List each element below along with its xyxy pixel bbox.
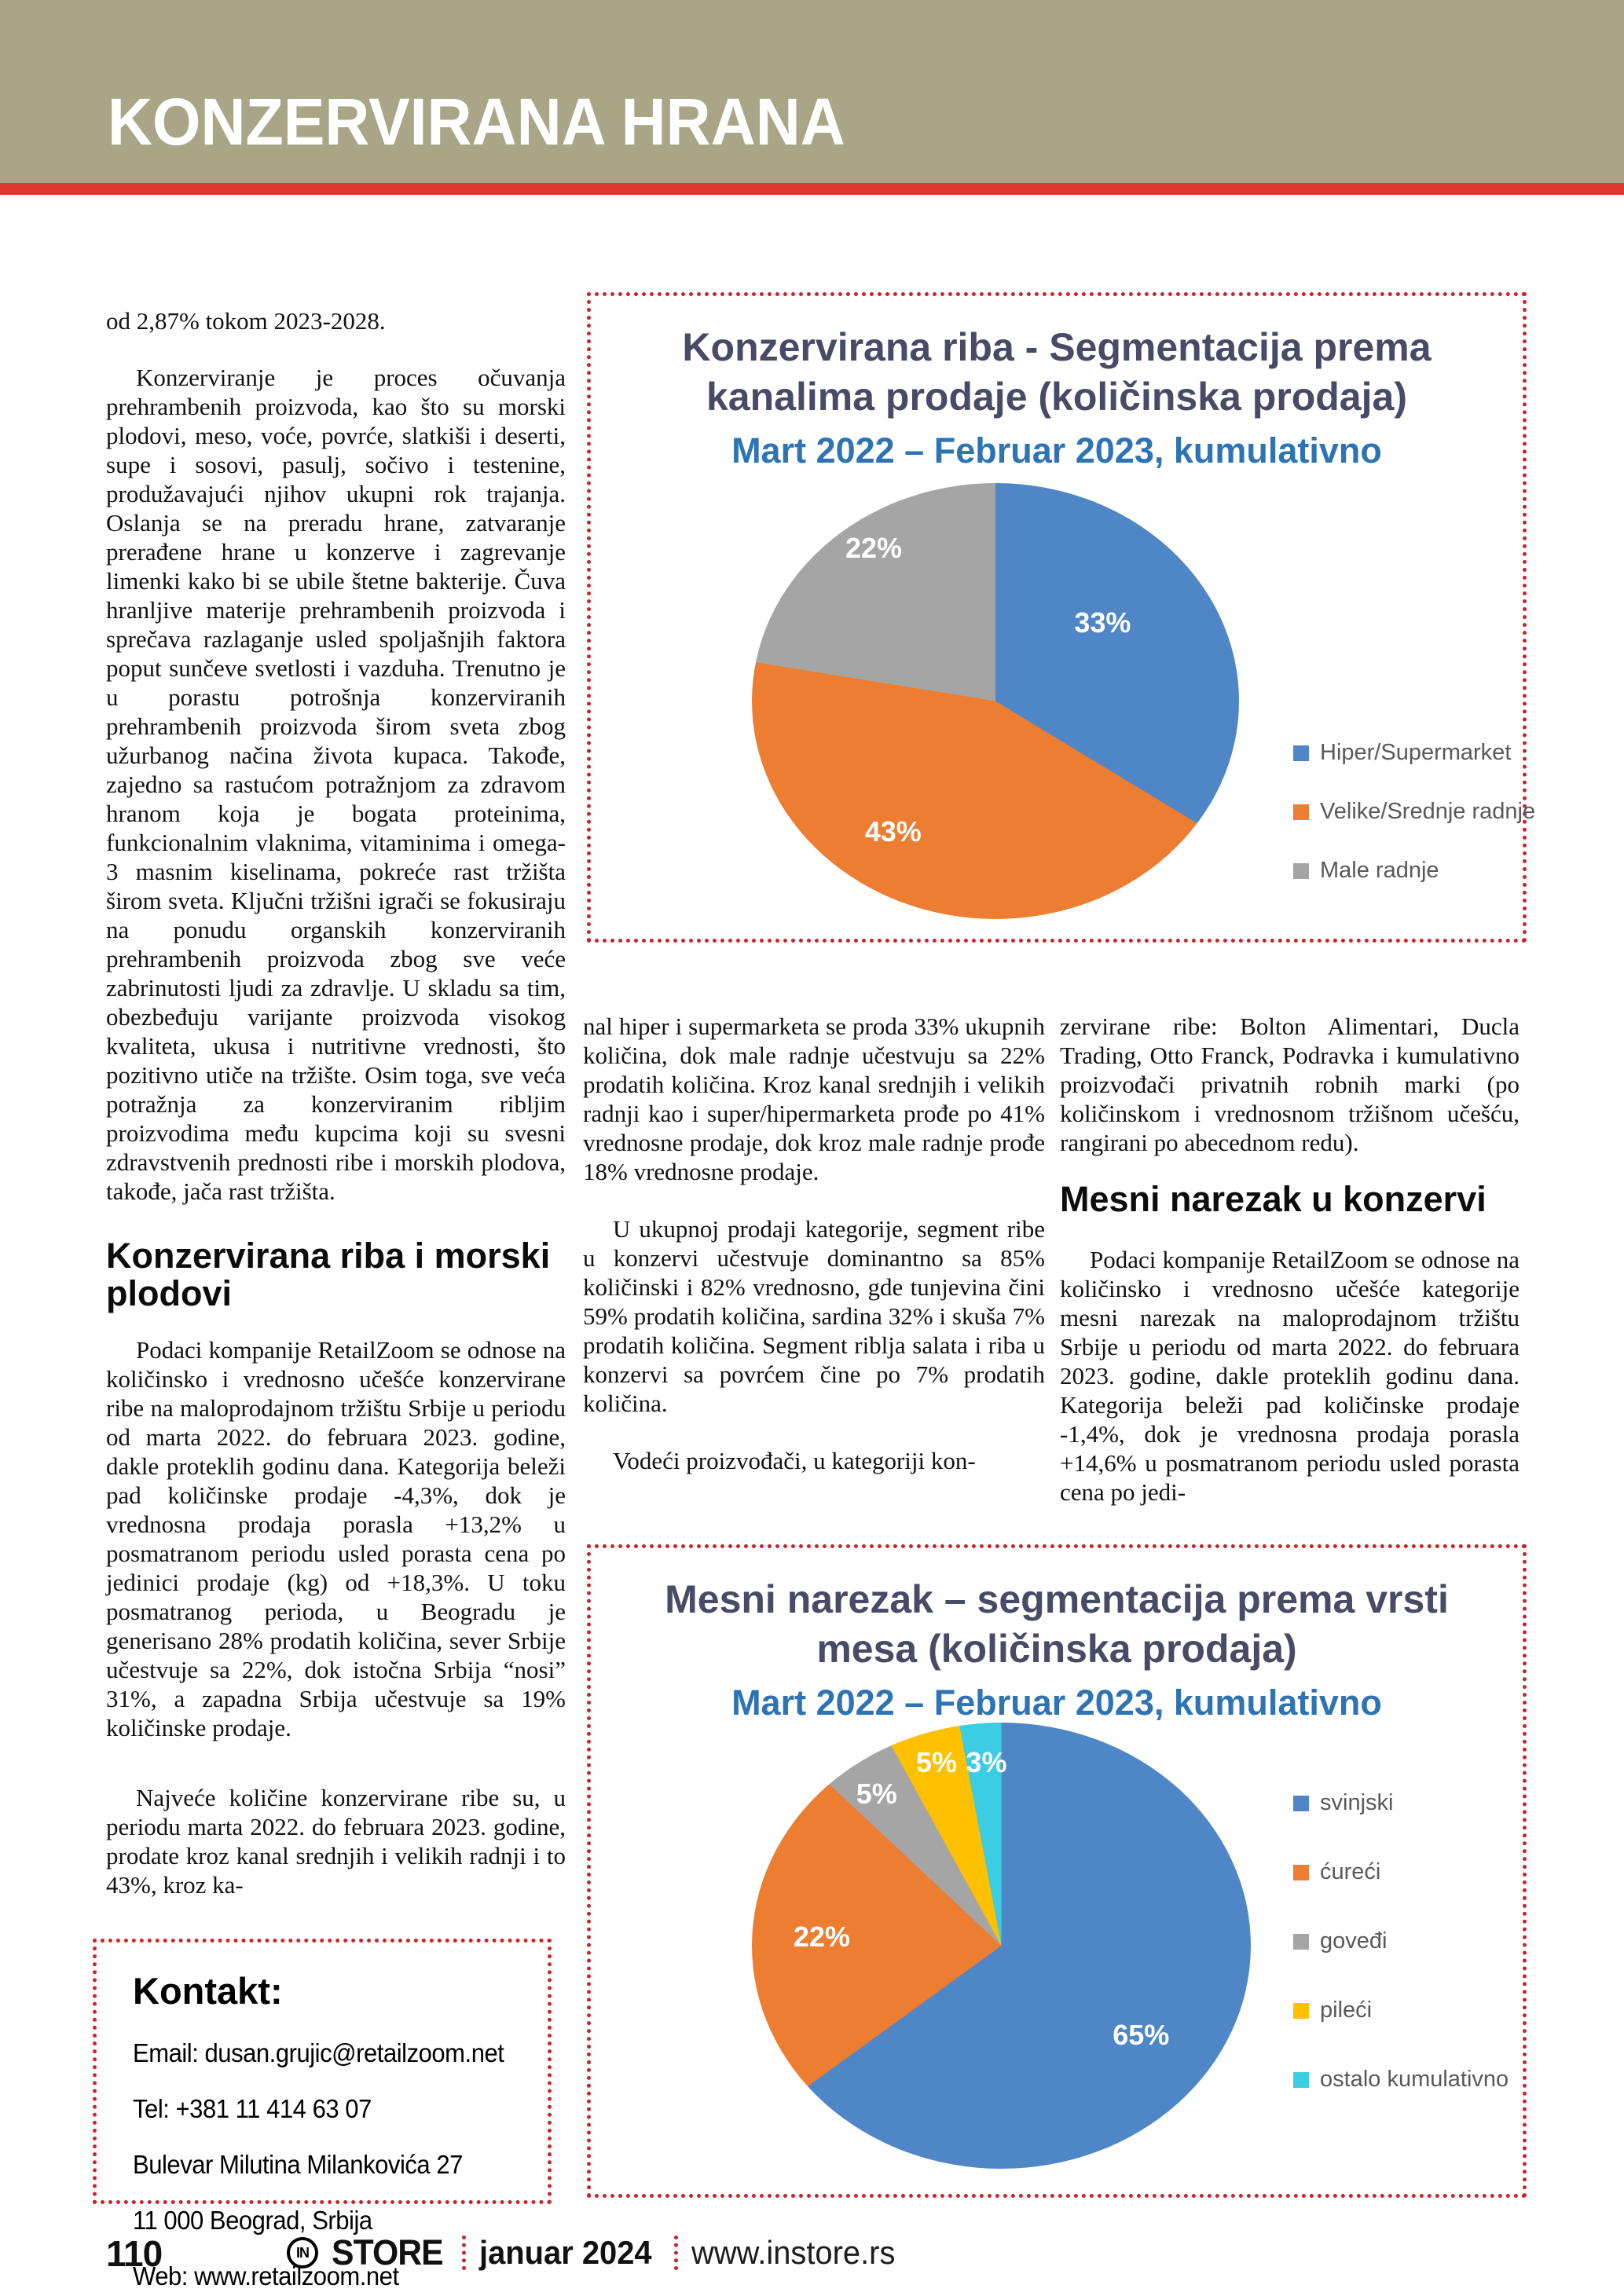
legend-marker-icon [1293,804,1309,820]
contact-heading: Kontakt: [133,1970,283,2012]
legend-label: svinjski [1320,1790,1394,1815]
legend-item [1293,1790,1509,1816]
legend-label: Male radnje [1320,858,1439,883]
legend-label: ostalo kumulativno [1320,2067,1509,2092]
chart-subtitle: Mart 2022 – Februar 2023, kumulativno [731,430,1382,471]
red-divider [0,183,1624,195]
paragraph: Konzerviranje je proces očuvanja prehrambenih proizvoda, kao što su morski plodovi, meso, voće, povrće, slatkiši i deserti, supe i sosovi, pasulj, sočivo i testenine, produžavajući njihov ukupni rok trajanja. Oslanja se na preradu hrane, zatvaranje prerađene hrane u konzerve i zagrevanje limenki kako bi se ubile štetne bakterije. Čuva hranljive materije prehrambenih proizvoda i sprečava razlaganje usled spoljašnjih faktora poput sunčeve svetlosti i vazduha. Trenutno je u porastu potrošnja konzerviranih prehrambenih proizvoda širom sveta zbog užurbanog načina života kupaca. Takođe, zajedno sa rastućom potražnjom za zdravom hranom koja je bogata proteinima, funkcionalnim vlaknima, vitaminima i omega-3 masnim kiselinama, pokreće rast tržišta širom sveta. Ključni tržišni igrači se fokusiraju na ponudu organskih konzerviranih prehrambenih proizvoda zbog sve veće zabrinutosti ljudi za zdravlje. U skladu sa tim, obezbeđuju varijante proizvoda visokog kvaliteta, ukusa i nutritivne vrednosti, što pozitivno utiče na tržište. Osim toga, sve veća potražnja za konzerviranim ribljim proizvodima među kupcima koji su svesni zdravstvenih prednosti ribe i morskih plodova, takođe, jača rast tržišta. [106,364,566,1205]
paragraph: Podaci kompanije RetailZoom se odnose na količinsko i vrednosno učešće konzervirane ribe na maloprodajnom tržištu Srbije u periodu od marta 2022. do februara 2023. godine, dakle proteklih godinu dana. Kategorija beleži pad količinske prodaje -4,3%, dok je vrednosna prodaja porasla +13,2% u posmatranom periodu usled porasta cena po jedinici prodaje (kg) od +18,3%. U toku posmatranog perioda, u Beogradu je generisano 28% prodatih količina, sever Srbije učestvuje sa 22%, dok istočna Srbija “nosi” 31%, a zapadna Srbija učestvuje sa 19% količinske prodaje. [106,1336,566,1741]
page-number: 110 [106,2233,163,2274]
footer-separator [462,2236,466,2270]
section-heading-riba: Konzervirana riba i morski plodovi [106,1236,551,1313]
contact-email[interactable]: Email: dusan.grujic@retailzoom.net [133,2038,504,2067]
website-link[interactable]: www.instore.rs [691,2234,896,2271]
pie-slice-label: 65% [1113,2018,1170,2051]
legend-item [1293,740,1535,766]
footer-brand-group [287,2229,906,2276]
pie-slice-label: 43% [864,815,922,848]
instore-logo-icon: IN [287,2237,318,2269]
pie-chart-fish [752,483,1239,919]
section-heading-narezak: Mesni narezak u konzervi [1060,1179,1487,1219]
footer-separator [674,2236,678,2270]
legend-item [1293,1928,1509,1954]
pie-slice-label: 5% [856,1777,897,1810]
page-title: KONZERVIRANA HRANA [108,85,845,159]
contact-street: Bulevar Milutina Milankovića 27 [133,2150,463,2179]
pie-slice-label: 3% [966,1746,1007,1779]
legend-label: Velike/Srednje radnje [1320,799,1536,824]
legend-item [1293,799,1535,825]
legend-label: goveđi [1320,1928,1388,1954]
paragraph-intro: od 2,87% tokom 2023-2028. [106,307,386,335]
pie-slice-label: 5% [915,1746,957,1779]
legend-marker-icon [1293,1865,1309,1880]
pie-slice-label: 22% [845,532,903,565]
issue-date: januar 2024 [479,2234,652,2271]
pie-chart-meat [752,1723,1251,2169]
paragraph: Podaci kompanije RetailZoom se odnose na količinsko i vrednosno učešće kategorije mesni narezak na maloprodajnom tržištu Srbije u periodu od marta 2022. do februara 2023. godine, dakle proteklih godinu dana. Kategorija beleži pad količinske prodaje -1,4%, dok je vrednosna prodaja porasla +14,6% u posmatranom periodu usled porasta cena po jedi- [1060,1246,1520,1506]
legend-item [1293,1998,1509,2023]
masthead-band [0,0,1624,183]
page-footer [0,2229,1624,2276]
contact-city: 11 000 Beograd, Srbija [133,2206,372,2235]
chart-figure-meat [587,1544,1527,2198]
paragraph: Vodeći proizvođači, u kategoriji kon- [613,1447,976,1474]
legend-marker-icon [1293,863,1309,879]
paragraph: zervirane ribe: Bolton Alimentari, Ducla Trading, Otto Franck, Podravka i kumulativno proizvođači privatnih robnih marki (po količinskom i vrednosnom tržišnom učešću, rangirani po abecednom redu). [1060,1013,1520,1156]
brand-name: STORE [332,2232,443,2272]
paragraph: nal hiper i supermarketa se proda 33% ukupnih količina, dok male radnje učestvuju sa 22% prodatih količina. Kroz kanal srednjih i velikih radnji kao i super/hipermarketa prođe po 41% vrednosne prodaje, dok kroz male radnje prođe 18% vrednosne prodaje. [583,1013,1045,1185]
legend-marker-icon [1293,2003,1309,2019]
chart-figure-fish [587,292,1536,943]
contact-web[interactable]: Web: www.retailzoom.net [133,2261,399,2291]
chart-legend [1293,740,1535,884]
legend-item [1293,858,1535,884]
chart-title: Mesni narezak – segmentacija prema vrsti mesa (količinska prodaja) [665,1577,1449,1671]
pie-slice-label: 22% [793,1920,850,1953]
legend-item [1293,1859,1509,1885]
legend-label: ćureći [1320,1859,1381,1884]
contact-phone: Tel: +381 11 414 63 07 [133,2094,372,2123]
column-2 [583,1012,1045,1475]
chart-legend [1293,1790,1509,2093]
chart-title: Konzervirana riba - Segmentacija prema kanalima prodaje (količinska prodaja) [682,325,1432,419]
legend-label: pileći [1320,1998,1373,2023]
legend-marker-icon [1293,745,1309,761]
pie-slice-label: 33% [1074,606,1131,639]
legend-item [1293,2067,1509,2093]
legend-label: Hiper/Supermarket [1320,740,1512,765]
legend-marker-icon [1293,1796,1309,1811]
paragraph: Najveće količine konzervirane ribe su, u periodu marta 2022. do februara 2023. godine, prodate kroz kanal srednjih i velikih radnji i to 43%, kroz ka- [106,1784,566,1899]
paragraph: U ukupnoj prodaji kategorije, segment ribe u konzervi učestvuje dominantno sa 85% količinski i 82% vrednosno, gde tunjevina čini 59% prodatih količina, sardina 32% i skuša 7% prodatih količina. Segment riblja salata i riba u konzervi sa povrćem čine po 7% prodatih količina. [583,1215,1045,1417]
legend-marker-icon [1293,1934,1309,1950]
column-3 [1060,1012,1520,1507]
legend-marker-icon [1293,2072,1309,2088]
chart-subtitle: Mart 2022 – Februar 2023, kumulativno [731,1683,1382,1723]
